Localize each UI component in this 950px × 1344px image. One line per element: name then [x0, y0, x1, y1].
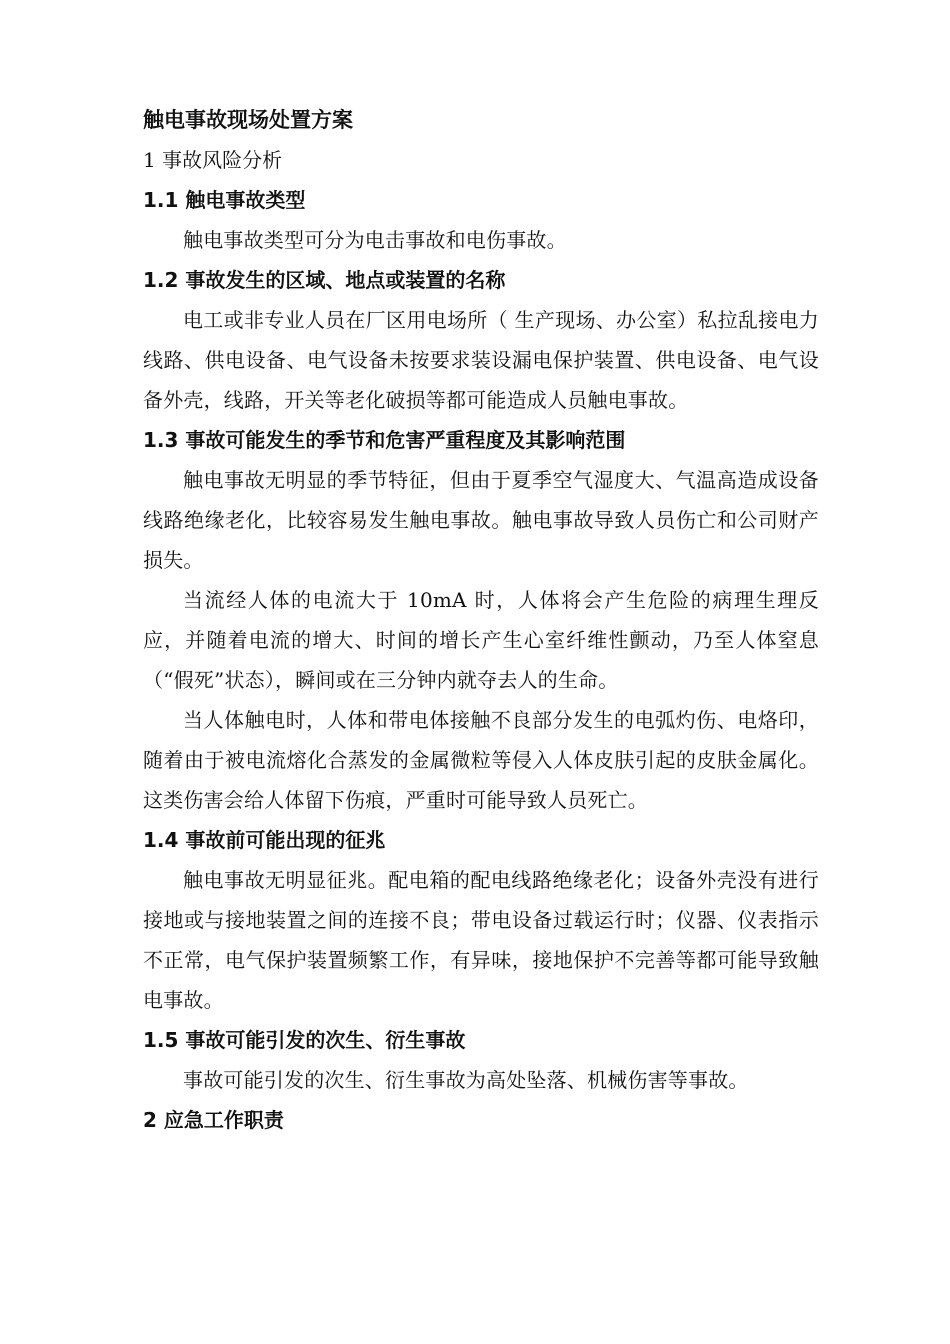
document-title: 触电事故现场处置方案: [143, 108, 353, 132]
section-1-1-paragraph: 触电事故类型可分为电击事故和电伤事故。: [183, 228, 567, 252]
section-1-1-heading: 1.1 触电事故类型: [143, 188, 306, 212]
section-1-5-heading: 1.5 事故可能引发的次生、衍生事故: [143, 1028, 466, 1052]
section-2-heading: 2 应急工作职责: [143, 1108, 284, 1132]
section-1-3-paragraph-2: 当流经人体的电流大于 10mA 时，人体将会产生危险的病理生理反应，并随着电流的增大、时间的增长产生心室纤维性颤动，乃至人体窒息（“假死”状态），瞬间或在三分钟内就夺去人的生命。: [143, 588, 819, 692]
section-1-3-heading: 1.3 事故可能发生的季节和危害严重程度及其影响范围: [143, 428, 626, 452]
section-1-heading: 1 事故风险分析: [143, 148, 283, 172]
section-1-3-paragraph-1: 触电事故无明显的季节特征，但由于夏季空气湿度大、气温高造成设备线路绝缘老化，比较容易发生触电事故。触电事故导致人员伤亡和公司财产损失。: [143, 468, 819, 572]
section-1-4-heading: 1.4 事故前可能出现的征兆: [143, 828, 386, 852]
section-1-3-paragraph-3: 当人体触电时，人体和带电体接触不良部分发生的电弧灼伤、电烙印，随着由于被电流熔化合蒸发的金属微粒等侵入人体皮肤引起的皮肤金属化。这类伤害会给人体留下伤痕，严重时可能导致人员死亡。: [143, 708, 819, 812]
section-1-5-paragraph: 事故可能引发的次生、衍生事故为高处坠落、机械伤害等事故。: [183, 1068, 749, 1092]
section-1-4-paragraph: 触电事故无明显征兆。配电箱的配电线路绝缘老化；设备外壳没有进行接地或与接地装置之间的连接不良；带电设备过载运行时；仪器、仪表指示不正常，电气保护装置频繁工作，有异味，接地保护不完善等都可能导致触电事故。: [143, 868, 819, 1012]
section-1-2-paragraph: 电工或非专业人员在厂区用电场所（ 生产现场、办公室）私拉乱接电力线路、供电设备、电气设备未按要求装设漏电保护装置、供电设备、电气设备外壳，线路，开关等老化破损等都可能造成人员触电事故。: [143, 308, 819, 412]
section-1-2-heading: 1.2 事故发生的区域、地点或装置的名称: [143, 268, 506, 292]
document-body: [143, 100, 819, 1140]
